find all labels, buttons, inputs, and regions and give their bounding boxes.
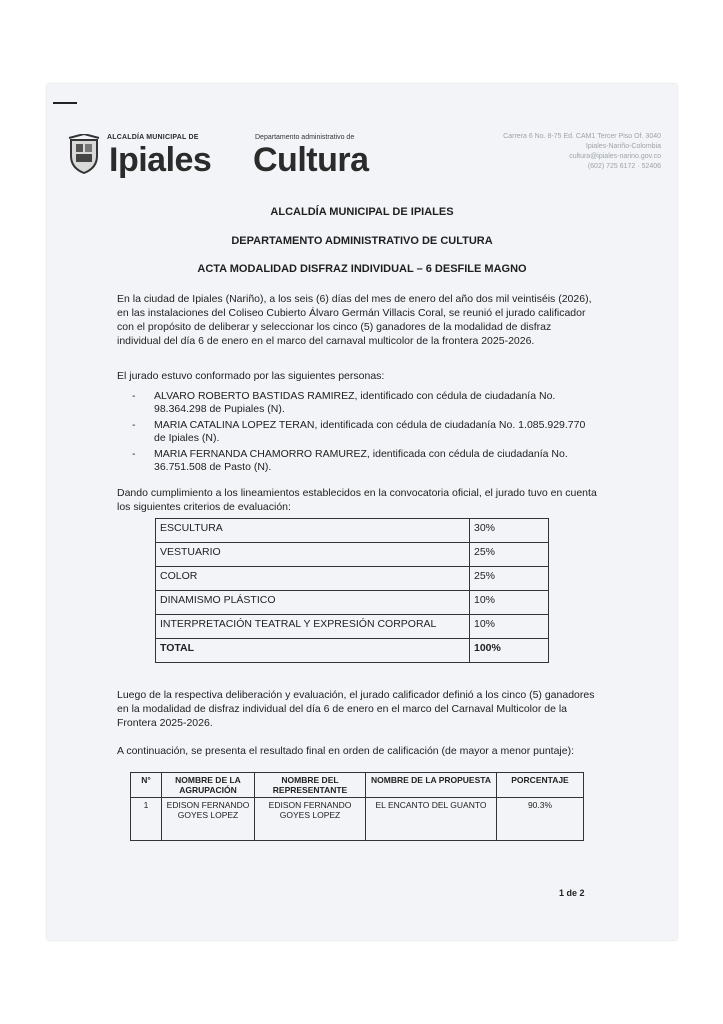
- cell-representante: EDISON FERNANDO GOYES LOPEZ: [255, 798, 366, 841]
- table-header-row: [131, 773, 584, 798]
- alcaldia-label: ALCALDÍA MUNICIPAL DE: [107, 134, 199, 141]
- criteria-weight: 10%: [470, 591, 549, 615]
- criteria-name: DINAMISMO PLÁSTICO: [156, 591, 470, 615]
- criteria-table: [155, 518, 549, 663]
- jury-member: MARIA CATALINA LOPEZ TERAN, identificada con cédula de ciudadanía No. 1.085.929.770 de Ipiales (N).: [154, 419, 586, 444]
- dept-label: Departamento administrativo de: [255, 134, 355, 141]
- contact-address: [399, 132, 661, 172]
- cell-agrupacion: EDISON FERNANDO GOYES LOPEZ: [162, 798, 255, 841]
- cell-propuesta: EL ENCANTO DEL GUANTO: [366, 798, 497, 841]
- logo-cultura: Cultura: [253, 141, 369, 179]
- col-header-representante: NOMBRE DEL REPRESENTANTE: [255, 773, 366, 798]
- document-page: [47, 84, 677, 940]
- col-header-propuesta: NOMBRE DE LA PROPUESTA: [366, 773, 497, 798]
- address-line: Ipiales-Nariño-Colombia: [585, 143, 661, 150]
- table-row: [156, 591, 549, 615]
- letterhead: [65, 132, 665, 186]
- table-row: [156, 567, 549, 591]
- col-header-porcentaje: PORCENTAJE: [497, 773, 584, 798]
- list-item: - MARIA CATALINA LOPEZ TERAN, identificada con cédula de ciudadanía No. 1.085.929.770 de Ipiales (N).: [132, 419, 586, 444]
- jury-intro: El jurado estuvo conformado por las siguientes personas:: [117, 370, 385, 382]
- heading-acta: ACTA MODALIDAD DISFRAZ INDIVIDUAL – 6 DESFILE MAGNO: [197, 263, 527, 275]
- address-line: Carrera 6 No. 8-75 Ed. CAM1 Tercer Piso Of. 3040: [503, 133, 661, 140]
- criteria-total-label: TOTAL: [156, 639, 470, 663]
- results-intro: A continuación, se presenta el resultado final en orden de calificación (de mayor a menor puntaje):: [117, 745, 575, 757]
- criteria-weight: 10%: [470, 615, 549, 639]
- criteria-weight: 25%: [470, 543, 549, 567]
- list-item: - ALVARO ROBERTO BASTIDAS RAMIREZ, identificado con cédula de ciudadanía No. 98.364.298 de Pupiales (N).: [132, 390, 556, 415]
- criteria-name: COLOR: [156, 567, 470, 591]
- table-row: [156, 543, 549, 567]
- criteria-total-weight: 100%: [470, 639, 549, 663]
- criteria-weight: 30%: [470, 519, 549, 543]
- criteria-weight: 25%: [470, 567, 549, 591]
- heading-alcaldia: ALCALDÍA MUNICIPAL DE IPIALES: [270, 206, 454, 218]
- list-item: - MARIA FERNANDA CHAMORRO RAMUREZ, identificada con cédula de ciudadanía No. 36.751.508 de Pasto (N).: [132, 448, 568, 473]
- jury-list: [132, 390, 597, 477]
- col-header-n: N°: [131, 773, 162, 798]
- intro-paragraph: En la ciudad de Ipiales (Nariño), a los seis (6) días del mes de enero del año dos mil veintiséis (2026), en las instalaciones del Coliseo Cubierto Álvaro Germán Villacis Coral, se reunió el jurado calificador con el propósito de deliberar y seleccionar los cinco (5) ganadores de la modalidad de disfraz individual del día 6 de enero en el marco del carnaval multicolor de la frontera 2025-2026.: [117, 293, 592, 347]
- table-row: [131, 798, 584, 841]
- jury-member: MARIA FERNANDA CHAMORRO RAMUREZ, identificada con cédula de ciudadanía No. 36.751.508 de Pasto (N).: [154, 448, 568, 473]
- col-header-agrupacion: NOMBRE DE LA AGRUPACIÓN: [162, 773, 255, 798]
- margin-mark: [53, 102, 77, 104]
- jury-member: ALVARO ROBERTO BASTIDAS RAMIREZ, identificado con cédula de ciudadanía No. 98.364.298 de Pupiales (N).: [154, 390, 556, 415]
- logo-ipiales: Ipiales: [109, 141, 212, 179]
- municipal-crest-icon: [67, 134, 101, 174]
- total-row: [156, 639, 549, 663]
- criteria-name: INTERPRETACIÓN TEATRAL Y EXPRESIÓN CORPORAL: [156, 615, 470, 639]
- criteria-intro: Dando cumplimiento a los lineamientos establecidos en la convocatoria oficial, el jurado tuvo en cuenta los siguientes criterios de evaluación:: [117, 487, 597, 513]
- cell-porcentaje: 90.3%: [497, 798, 584, 841]
- table-row: [156, 615, 549, 639]
- deliberation-paragraph: Luego de la respectiva deliberación y evaluación, el jurado calificador definió a los cinco (5) ganadores en la modalidad de disfraz individual del día 6 de enero en el marco del Carnaval Multicolor de la Frontera 2025-2026.: [117, 689, 595, 729]
- address-line: cultura@ipiales-narino.gov.co: [569, 153, 661, 160]
- table-row: [156, 519, 549, 543]
- heading-departamento: DEPARTAMENTO ADMINISTRATIVO DE CULTURA: [231, 235, 493, 247]
- criteria-name: ESCULTURA: [156, 519, 470, 543]
- address-line: (602) 725 6172 · 52406: [587, 163, 661, 170]
- results-table: [130, 772, 584, 841]
- cell-n: 1: [131, 798, 162, 841]
- page-number: 1 de 2: [559, 888, 585, 898]
- criteria-name: VESTUARIO: [156, 543, 470, 567]
